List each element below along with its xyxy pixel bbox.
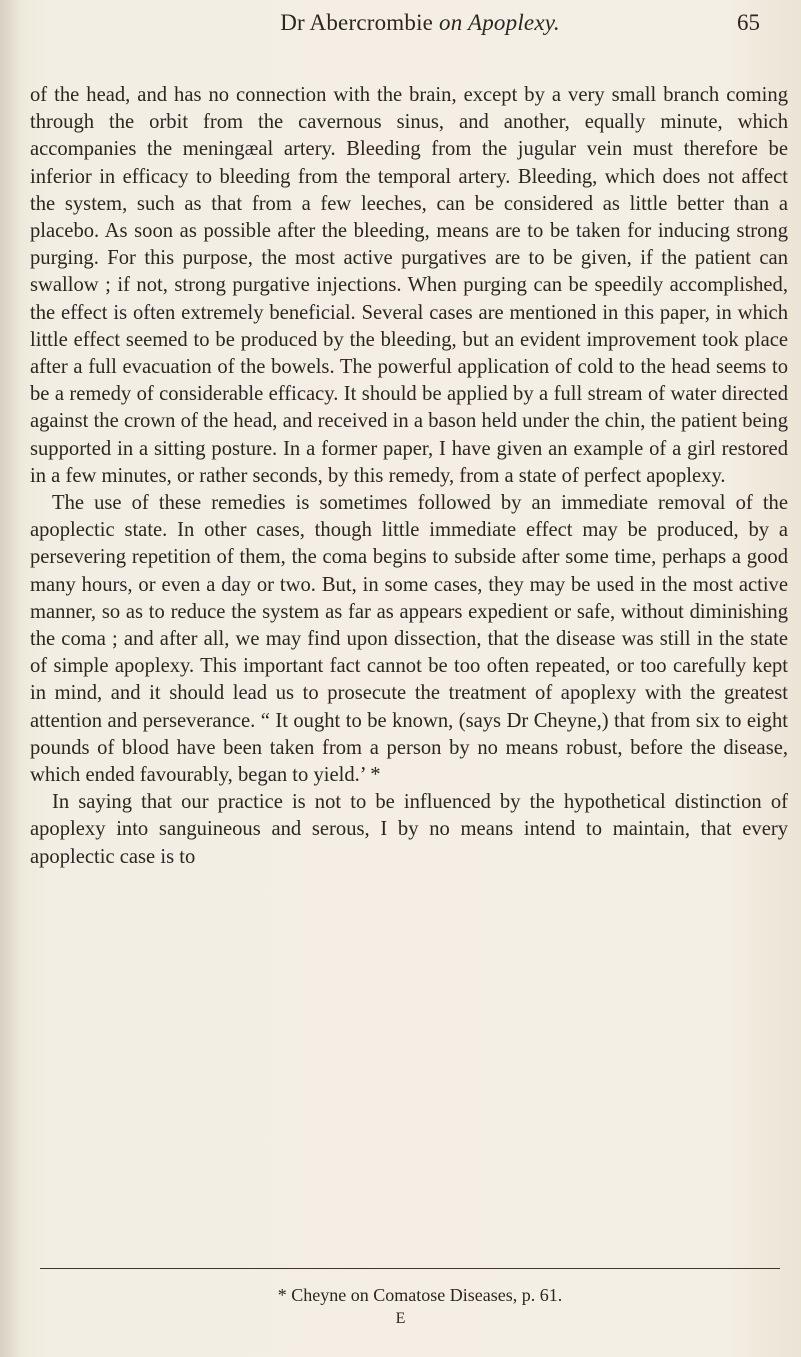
running-head-author: Dr Abercrombie [280,10,440,35]
page-gutter-shadow [0,0,22,1357]
paragraph-1: of the head, and has no connection with the brain, except by a very small branch coming through the orbit from the cavernous sinus, and another, equally minute, which accompanies the meningæal artery. Bleeding from the jugular vein must therefore be inferior in efficacy to bleeding from the temporal artery. Bleeding, which does not affect the system, such as that from a few leeches, can be considered as little better than a placebo. As soon as possible after the bleeding, means are to be taken for inducing strong purging. For this purpose, the most active purgatives are to be given, if the patient can swallow ; if not, strong purgative injections. When purging can be speedily accomplished, the effect is often extremely beneficial. Several cases are mentioned in this paper, in which little effect seemed to be produced by the bleeding, but an evident improvement took place after a full evacuation of the bowels. The powerful application of cold to the head seems to be a remedy of considerable efficacy. It should be applied by a full stream of water directed against the crown of the head, and received in a bason held under the chin, the patient being supported in a sitting posture. In a former paper, I have given an example of a girl restored in a few minutes, or rather seconds, by this remedy, from a state of perfect apoplexy. [30,84,788,487]
body-text [30,82,788,871]
paragraph-2: The use of these remedies is sometimes followed by an immediate removal of the apoplectic state. In other cases, though little immediate effect may be produced, by a persevering repetition of them, the coma begins to subside after some time, perhaps a good many hours, or even a day or two. But, in some cases, they may be used in the most active manner, so as to reduce the system as far as appears expedient or safe, without diminishing the coma ; and after all, we may find upon dissection, that the disease was still in the state of simple apoplexy. This important fact cannot be too often repeated, or too carefully kept in mind, and it should lead us to prosecute the treatment of apoplexy with the greatest attention and perseverance. “ It ought to be known, (says Dr Cheyne,) that from six to eight pounds of blood have been taken from a person by no means robust, before the disease, which ended favourably, began to yield.’ * [30,492,788,787]
page-number: 65 [737,10,760,35]
signature-mark: E [395,1310,406,1327]
footnote-rule [40,1268,780,1269]
paragraph-3: In saying that our practice is not to be influenced by the hypothetical distinction of apoplexy into sanguineous and serous, I by no means intend to maintain, that every apoplectic case is to [30,791,788,868]
running-head-subject: on Apoplexy. [439,10,560,35]
footnote: * Cheyne on Comatose Diseases, p. 61. [277,1285,563,1305]
running-head [60,10,760,50]
running-head-title [200,10,640,36]
